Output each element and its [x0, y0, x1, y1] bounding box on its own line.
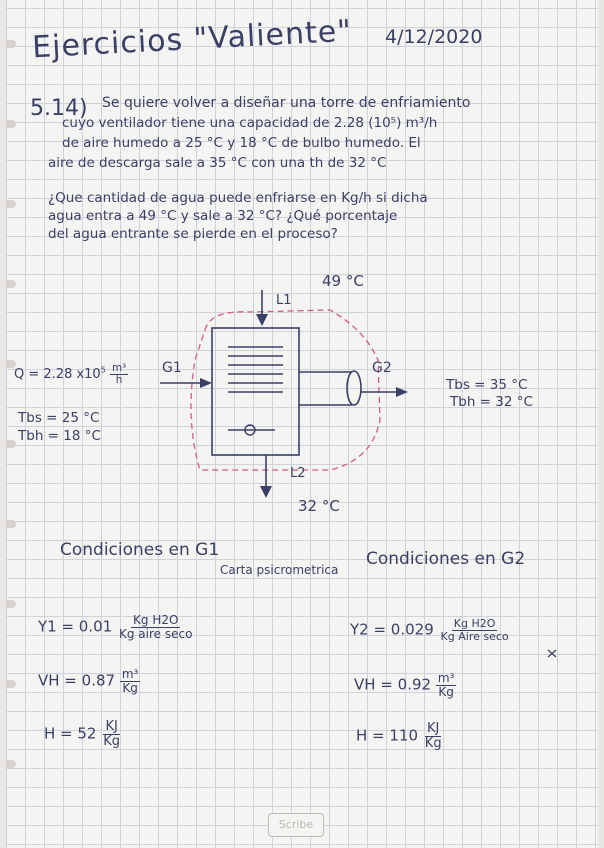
arrow-down-icon: [256, 314, 268, 326]
inlet-tbh: Tbh = 18 °C: [18, 428, 101, 444]
flow-rate-unit: [110, 363, 128, 386]
g1-vh-value: VH = 0.87: [38, 671, 116, 690]
date: 4/12/2020: [385, 26, 483, 48]
fan-outlet-icon: [347, 371, 361, 405]
arrow-down-icon: [260, 486, 272, 498]
problem-line: cuyo ventilador tiene una capacidad de 2.28 (10⁵) m³/h: [62, 115, 438, 131]
outlet-tbh: Tbh = 32 °C: [450, 394, 533, 410]
label-l2: L2: [290, 466, 306, 481]
g1-h-unit: [101, 720, 122, 748]
question-line: ¿Que cantidad de agua puede enfriarse en Kg/h si dicha: [48, 190, 428, 206]
g1-humidity-unit: [117, 614, 194, 640]
water-outlet-temp: 32 °C: [298, 497, 340, 515]
unit-numerator: m³: [121, 667, 139, 681]
label-g2: G2: [372, 360, 392, 376]
unit-denominator: Kg: [438, 684, 454, 699]
g2-h-value: H = 110: [356, 726, 419, 745]
inlet-tbs: Tbs = 25 °C: [18, 410, 100, 426]
unit-denominator: h: [115, 373, 123, 386]
g1-h-value: H = 52: [44, 724, 97, 743]
g2-vh-unit: [436, 672, 457, 698]
page-title: Ejercicios "Valiente": [31, 13, 353, 66]
g1-humidity: [38, 614, 194, 640]
question-line: del agua entrante se pierde en el proceso?: [48, 226, 338, 242]
flow-rate-exponent: 5: [100, 365, 106, 375]
label-l1: L1: [276, 293, 292, 308]
g2-humidity-unit: [439, 618, 511, 642]
control-volume-dashed: [191, 310, 380, 470]
g1-vh-unit: [120, 668, 141, 694]
water-inlet-temp: 49 °C: [322, 272, 364, 290]
problem-line: de aire humedo a 25 °C y 18 °C de bulbo humedo. El: [62, 135, 421, 151]
unit-denominator: Kg Aire seco: [440, 629, 509, 643]
g2-humid-volume: [354, 672, 456, 698]
g2-enthalpy: [356, 722, 444, 750]
unit-numerator: KJ: [105, 719, 118, 734]
g1-humidity-value: Y1 = 0.01: [38, 617, 113, 636]
unit-denominator: Kg aire seco: [119, 626, 193, 641]
g2-humidity: [350, 618, 511, 642]
unit-numerator: KJ: [427, 721, 440, 736]
scribe-logo: Scribe: [268, 813, 324, 837]
unit-numerator: Kg H2O: [453, 617, 496, 630]
unit-denominator: Kg: [103, 733, 121, 749]
psychrometric-chart-note: Carta psicrometrica: [220, 563, 339, 577]
g2-humidity-value: Y2 = 0.029: [350, 620, 434, 639]
unit-numerator: Kg H2O: [133, 613, 179, 627]
question-line: agua entra a 49 °C y sale a 32 °C? ¿Qué porcentaje: [48, 208, 398, 224]
g1-enthalpy: [44, 720, 122, 748]
unit-denominator: Kg: [424, 735, 442, 751]
label-g1: G1: [162, 360, 182, 376]
unit-denominator: Kg: [122, 680, 138, 695]
air-flow-rate: [14, 363, 128, 386]
unit-numerator: m³: [111, 362, 127, 374]
problem-line: Se quiere volver a diseñar una torre de enfriamiento: [102, 95, 471, 111]
flow-rate-value: Q = 2.28 x10: [14, 366, 101, 382]
g2-conditions-heading: Condiciones en G2: [366, 549, 526, 569]
g2-h-unit: [423, 722, 444, 750]
arrow-right-icon: [396, 387, 408, 397]
problem-line: aire de descarga sale a 35 °C con una th de 32 °C: [48, 155, 387, 171]
problem-number: 5.14): [30, 96, 88, 121]
outlet-tbs: Tbs = 35 °C: [446, 377, 528, 393]
g1-humid-volume: [38, 668, 140, 694]
g1-conditions-heading: Condiciones en G1: [60, 540, 220, 560]
g2-vh-value: VH = 0.92: [354, 675, 432, 694]
unit-numerator: m³: [437, 671, 455, 685]
arrow-right-icon: [200, 378, 212, 388]
